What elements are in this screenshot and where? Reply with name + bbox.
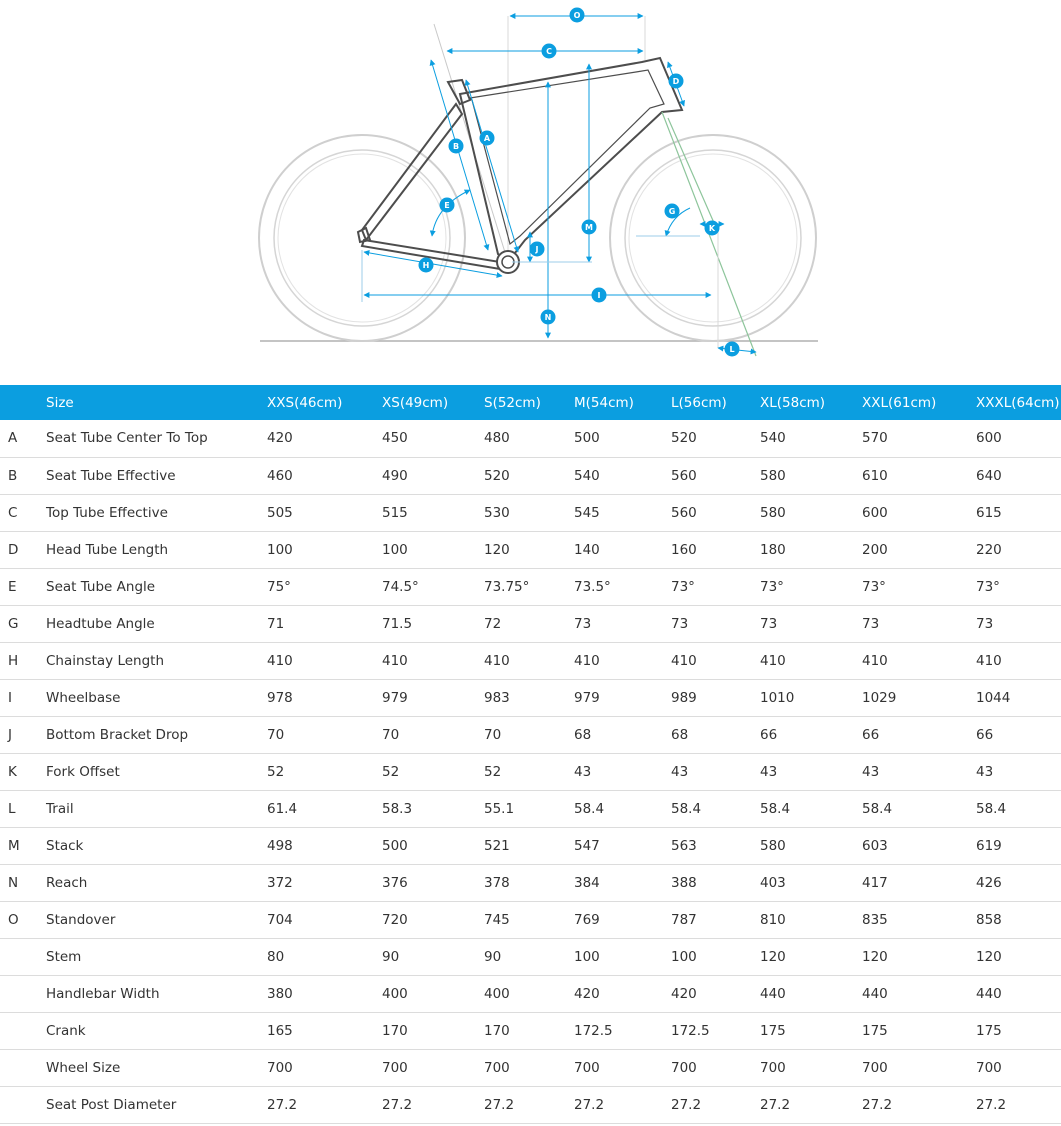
header-size-xxxl: XXXL(64cm) [976, 394, 1060, 411]
row-value-cell: 73 [574, 615, 592, 632]
row-value-cell: 410 [862, 652, 888, 669]
geometry-table [0, 385, 1061, 1124]
svg-text:B: B [452, 142, 460, 151]
row-value-cell: 140 [574, 541, 600, 558]
row-value-cell: 58.3 [382, 800, 413, 817]
row-measurement-name: Seat Tube Angle [46, 578, 156, 595]
row-value-cell: 66 [760, 726, 778, 743]
row-value-cell: 71.5 [382, 615, 413, 632]
row-value-cell: 400 [382, 985, 408, 1002]
row-measurement-name: Seat Tube Effective [46, 467, 176, 484]
row-value-cell: 700 [760, 1059, 786, 1076]
row-value-cell: 376 [382, 874, 408, 891]
bike-frame [358, 58, 682, 270]
header-size-xl: XL(58cm) [760, 394, 826, 411]
marker-H [419, 258, 434, 273]
table-row [0, 642, 1061, 679]
row-value-cell: 1010 [760, 689, 795, 706]
row-value-cell: 43 [574, 763, 592, 780]
marker-C [542, 44, 557, 59]
row-value-cell: 70 [267, 726, 285, 743]
row-value-cell: 180 [760, 541, 786, 558]
row-value-cell: 700 [382, 1059, 408, 1076]
row-value-cell: 500 [574, 430, 600, 447]
row-value-cell: 563 [671, 837, 697, 854]
row-value-cell: 700 [574, 1059, 600, 1076]
row-measurement-name: Stem [46, 948, 82, 965]
row-value-cell: 100 [574, 948, 600, 965]
table-row [0, 901, 1061, 938]
row-value-cell: 27.2 [267, 1096, 298, 1113]
row-value-cell: 520 [671, 430, 697, 447]
row-value-cell: 100 [267, 541, 293, 558]
row-value-cell: 410 [574, 652, 600, 669]
row-value-cell: 545 [574, 504, 600, 521]
row-code: C [8, 504, 18, 521]
row-value-cell: 979 [574, 689, 600, 706]
row-value-cell: 769 [574, 911, 600, 928]
row-value-cell: 100 [671, 948, 697, 965]
row-value-cell: 983 [484, 689, 510, 706]
header-size-s: S(52cm) [484, 394, 541, 411]
table-row [0, 531, 1061, 568]
marker-E [440, 198, 455, 213]
row-measurement-name: Wheelbase [46, 689, 121, 706]
row-value-cell: 27.2 [484, 1096, 515, 1113]
row-value-cell: 43 [976, 763, 994, 780]
row-value-cell: 172.5 [671, 1022, 710, 1039]
row-code: B [8, 467, 18, 484]
row-value-cell: 73° [760, 578, 784, 595]
row-value-cell: 74.5° [382, 578, 419, 595]
row-measurement-name: Seat Post Diameter [46, 1096, 177, 1113]
row-value-cell: 700 [976, 1059, 1002, 1076]
row-value-cell: 66 [862, 726, 880, 743]
table-row [0, 938, 1061, 975]
row-value-cell: 73 [862, 615, 880, 632]
table-row [0, 605, 1061, 642]
row-code: I [8, 689, 12, 706]
row-value-cell: 73 [760, 615, 778, 632]
row-measurement-name: Crank [46, 1022, 86, 1039]
row-measurement-name: Seat Tube Center To Top [46, 430, 208, 447]
table-row [0, 568, 1061, 605]
row-value-cell: 73° [862, 578, 886, 595]
row-value-cell: 521 [484, 837, 510, 854]
row-value-cell: 1029 [862, 689, 897, 706]
row-value-cell: 80 [267, 948, 285, 965]
svg-text:D: D [672, 77, 680, 86]
svg-text:J: J [535, 245, 539, 254]
row-value-cell: 43 [671, 763, 689, 780]
row-value-cell: 417 [862, 874, 888, 891]
row-value-cell: 440 [976, 985, 1002, 1002]
row-value-cell: 426 [976, 874, 1002, 891]
row-value-cell: 43 [760, 763, 778, 780]
row-value-cell: 420 [574, 985, 600, 1002]
row-value-cell: 580 [760, 467, 786, 484]
row-value-cell: 72 [484, 615, 502, 632]
bike-geometry-svg [0, 0, 1061, 385]
row-value-cell: 540 [760, 430, 786, 447]
row-code: M [8, 837, 20, 854]
row-value-cell: 410 [382, 652, 408, 669]
row-value-cell: 73.75° [484, 578, 530, 595]
row-value-cell: 810 [760, 911, 786, 928]
row-value-cell: 745 [484, 911, 510, 928]
header-size-xxl: XXL(61cm) [862, 394, 937, 411]
row-measurement-name: Standover [46, 911, 116, 928]
row-value-cell: 410 [760, 652, 786, 669]
row-value-cell: 378 [484, 874, 510, 891]
row-value-cell: 58.4 [862, 800, 893, 817]
marker-N [570, 8, 585, 23]
row-value-cell: 68 [574, 726, 592, 743]
row-value-cell: 515 [382, 504, 408, 521]
row-value-cell: 520 [484, 467, 510, 484]
row-value-cell: 175 [976, 1022, 1002, 1039]
row-code [0, 1049, 46, 1086]
row-value-cell: 55.1 [484, 800, 515, 817]
row-value-cell: 979 [382, 689, 408, 706]
header-size-label: Size [46, 394, 74, 411]
row-value-cell: 388 [671, 874, 697, 891]
row-value-cell: 71 [267, 615, 285, 632]
table-row [0, 827, 1061, 864]
row-value-cell: 560 [671, 467, 697, 484]
row-value-cell: 120 [976, 948, 1002, 965]
row-value-cell: 610 [862, 467, 888, 484]
rear-wheel [259, 135, 465, 341]
table-row [0, 494, 1061, 531]
row-value-cell: 70 [484, 726, 502, 743]
table-row [0, 1086, 1061, 1123]
row-value-cell: 580 [760, 837, 786, 854]
row-value-cell: 540 [574, 467, 600, 484]
row-code: K [8, 763, 17, 780]
row-code: O [8, 911, 19, 928]
row-value-cell: 835 [862, 911, 888, 928]
table-row [0, 679, 1061, 716]
marker-J [530, 242, 545, 257]
row-value-cell: 160 [671, 541, 697, 558]
svg-text:M: M [585, 223, 593, 232]
table-row [0, 716, 1061, 753]
table-row [0, 975, 1061, 1012]
row-value-cell: 615 [976, 504, 1002, 521]
row-value-cell: 410 [671, 652, 697, 669]
row-value-cell: 700 [484, 1059, 510, 1076]
row-value-cell: 75° [267, 578, 291, 595]
marker-D [669, 74, 684, 89]
row-value-cell: 498 [267, 837, 293, 854]
marker-B [449, 139, 464, 154]
bike-geometry-diagram [0, 0, 1061, 385]
row-value-cell: 440 [760, 985, 786, 1002]
header-size-l: L(56cm) [671, 394, 727, 411]
row-value-cell: 600 [862, 504, 888, 521]
svg-text:C: C [546, 47, 552, 56]
marker-G [665, 204, 680, 219]
row-measurement-name: Top Tube Effective [46, 504, 168, 521]
row-value-cell: 560 [671, 504, 697, 521]
row-value-cell: 570 [862, 430, 888, 447]
header-size-xs: XS(49cm) [382, 394, 449, 411]
row-value-cell: 73° [976, 578, 1000, 595]
row-value-cell: 640 [976, 467, 1002, 484]
row-value-cell: 787 [671, 911, 697, 928]
row-value-cell: 480 [484, 430, 510, 447]
row-measurement-name: Reach [46, 874, 88, 891]
row-value-cell: 27.2 [382, 1096, 413, 1113]
row-code: L [8, 800, 16, 817]
row-measurement-name: Handlebar Width [46, 985, 160, 1002]
row-code [0, 975, 46, 1012]
marker-O [541, 310, 556, 325]
row-value-cell: 100 [382, 541, 408, 558]
row-value-cell: 580 [760, 504, 786, 521]
row-value-cell: 175 [760, 1022, 786, 1039]
svg-text:E: E [444, 201, 450, 210]
row-value-cell: 547 [574, 837, 600, 854]
row-value-cell: 700 [671, 1059, 697, 1076]
table-row [0, 1012, 1061, 1049]
header-size-m: M(54cm) [574, 394, 634, 411]
row-code: H [8, 652, 19, 669]
row-code [0, 938, 46, 975]
marker-L [725, 342, 740, 357]
row-value-cell: 700 [862, 1059, 888, 1076]
row-value-cell: 73.5° [574, 578, 611, 595]
marker-K [705, 221, 720, 236]
row-value-cell: 420 [267, 430, 293, 447]
row-measurement-name: Head Tube Length [46, 541, 169, 558]
row-value-cell: 978 [267, 689, 293, 706]
row-value-cell: 58.4 [760, 800, 791, 817]
row-measurement-name: Trail [46, 800, 74, 817]
row-value-cell: 380 [267, 985, 293, 1002]
row-value-cell: 68 [671, 726, 689, 743]
front-wheel [610, 135, 816, 341]
marker-M [582, 220, 597, 235]
row-value-cell: 70 [382, 726, 400, 743]
row-value-cell: 450 [382, 430, 408, 447]
table-row [0, 864, 1061, 901]
row-value-cell: 52 [267, 763, 285, 780]
row-value-cell: 858 [976, 911, 1002, 928]
row-value-cell: 220 [976, 541, 1002, 558]
row-value-cell: 410 [267, 652, 293, 669]
row-value-cell: 505 [267, 504, 293, 521]
row-value-cell: 73 [976, 615, 994, 632]
row-value-cell: 600 [976, 430, 1002, 447]
row-value-cell: 500 [382, 837, 408, 854]
marker-I [592, 288, 607, 303]
row-value-cell: 440 [862, 985, 888, 1002]
row-value-cell: 200 [862, 541, 888, 558]
row-value-cell: 27.2 [671, 1096, 702, 1113]
row-value-cell: 410 [976, 652, 1002, 669]
row-value-cell: 27.2 [574, 1096, 605, 1113]
table-row [0, 420, 1061, 457]
row-value-cell: 170 [382, 1022, 408, 1039]
row-value-cell: 58.4 [976, 800, 1007, 817]
row-value-cell: 27.2 [976, 1096, 1007, 1113]
table-body [0, 420, 1061, 1123]
svg-text:O: O [573, 11, 581, 20]
row-value-cell: 704 [267, 911, 293, 928]
row-measurement-name: Bottom Bracket Drop [46, 726, 189, 743]
table-row [0, 1049, 1061, 1086]
row-value-cell: 120 [862, 948, 888, 965]
row-measurement-name: Chainstay Length [46, 652, 165, 669]
row-value-cell: 165 [267, 1022, 293, 1039]
row-value-cell: 52 [382, 763, 400, 780]
row-value-cell: 73 [671, 615, 689, 632]
row-value-cell: 720 [382, 911, 408, 928]
row-value-cell: 400 [484, 985, 510, 1002]
row-value-cell: 175 [862, 1022, 888, 1039]
header-size-xxs: XXS(46cm) [267, 394, 343, 411]
row-value-cell: 490 [382, 467, 408, 484]
row-value-cell: 52 [484, 763, 502, 780]
svg-text:H: H [422, 261, 430, 270]
row-value-cell: 90 [382, 948, 400, 965]
row-value-cell: 603 [862, 837, 888, 854]
table-row [0, 457, 1061, 494]
marker-A [480, 131, 495, 146]
row-measurement-name: Headtube Angle [46, 615, 155, 632]
row-value-cell: 66 [976, 726, 994, 743]
row-value-cell: 61.4 [267, 800, 298, 817]
row-measurement-name: Wheel Size [46, 1059, 121, 1076]
row-code [0, 1086, 46, 1123]
row-value-cell: 530 [484, 504, 510, 521]
svg-text:I: I [597, 291, 601, 300]
row-value-cell: 700 [267, 1059, 293, 1076]
row-code: A [8, 430, 18, 447]
row-value-cell: 43 [862, 763, 880, 780]
row-value-cell: 90 [484, 948, 502, 965]
row-value-cell: 619 [976, 837, 1002, 854]
table-row [0, 753, 1061, 790]
row-value-cell: 989 [671, 689, 697, 706]
svg-text:N: N [544, 313, 552, 322]
svg-text:L: L [729, 345, 735, 354]
row-value-cell: 460 [267, 467, 293, 484]
row-code: G [8, 615, 19, 632]
row-value-cell: 420 [671, 985, 697, 1002]
row-value-cell: 372 [267, 874, 293, 891]
row-value-cell: 384 [574, 874, 600, 891]
row-value-cell: 170 [484, 1022, 510, 1039]
row-value-cell: 410 [484, 652, 510, 669]
row-measurement-name: Stack [46, 837, 84, 854]
row-value-cell: 1044 [976, 689, 1011, 706]
row-measurement-name: Fork Offset [46, 763, 120, 780]
row-value-cell: 120 [484, 541, 510, 558]
svg-text:A: A [483, 134, 491, 143]
table-row [0, 790, 1061, 827]
row-code: D [8, 541, 19, 558]
svg-text:G: G [668, 207, 676, 216]
row-value-cell: 27.2 [760, 1096, 791, 1113]
row-code [0, 1012, 46, 1049]
row-code: J [8, 726, 12, 743]
row-code: N [8, 874, 19, 891]
row-value-cell: 73° [671, 578, 695, 595]
row-value-cell: 403 [760, 874, 786, 891]
row-value-cell: 172.5 [574, 1022, 613, 1039]
row-value-cell: 58.4 [671, 800, 702, 817]
row-value-cell: 27.2 [862, 1096, 893, 1113]
row-value-cell: 58.4 [574, 800, 605, 817]
header-code [0, 385, 46, 420]
table-header-row [0, 385, 1061, 420]
row-value-cell: 120 [760, 948, 786, 965]
svg-text:K: K [708, 224, 716, 233]
row-code: E [8, 578, 17, 595]
